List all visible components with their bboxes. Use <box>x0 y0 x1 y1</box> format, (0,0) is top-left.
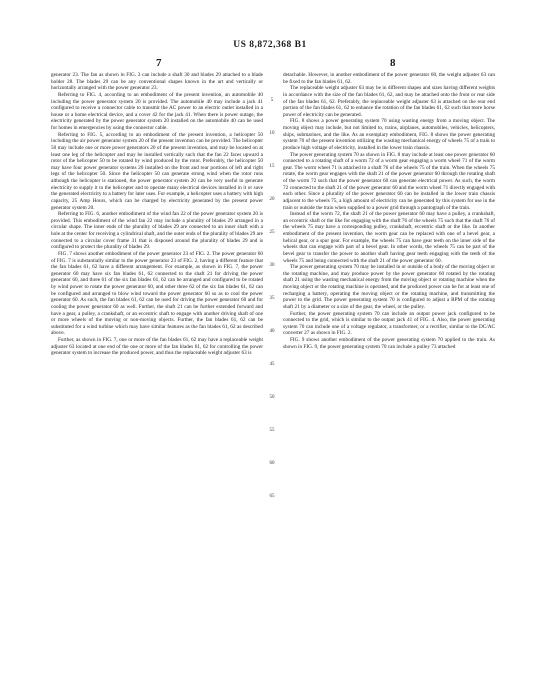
paragraph: detachable. However, in another embodiment of the power generator 60, the weight adjuster 63 can be fixed to the fan blades 61, 62. <box>283 72 495 85</box>
line-number: 25 <box>269 230 275 235</box>
paragraph: The replaceable weight adjuster 63 may be in different shapes and sizes having different weights in accordance with the size of the fan blades 61, 62, and may be attached onto the front or rear side of the fan blades 61, 62. Preferably, the replaceable weight adjuster 63 is attached on the rear end portion of the fan blades 61, 62 to enhance the rotation of the fan blades 61, 62 such that more horse power of electricity can be generated. <box>283 85 495 118</box>
line-number: 50 <box>269 395 275 400</box>
line-number: 15 <box>269 164 275 169</box>
column-number-left: 7 <box>156 57 162 69</box>
paragraph: FIG. 8 shows a power generating system 70 using wasting energy from a moving object. The moving object may include, but not limited to, trains, airplanes, automobiles, vehicles, helicopters, ships, submarines, and the like. As an exemplary embodiment, FIG. 8 shows the power generating system 70 of the present invention utilizing the wasting mechanical energy of wheels 75 of a train to produce high voltage of electricity, installed in the lower train chassis. <box>283 118 495 151</box>
line-number: 30 <box>269 263 275 268</box>
left-column-text <box>51 72 263 690</box>
paragraph: Referring to FIG. 5, according to an embodiment of the present invention, a helicopter 50 including the air power generator system 20 of the present invention can be provided. The helicopter 50 may include one or more power generators 20 of the present invention, and may be located on at least one leg of the helicopter and may be installed vertically such that the fan 22 faces upward a rotor of the helicopter 50 to be rotated by wind produced by the rotor. Preferably, the helicopter 50 may have four power generator systems 20 installed on the front and rear portions of left and right legs of the helicopter 50. Since the helicopter 50 can generate strong wind when the rotor runs although the helicopter is stationed, the power generator system 20 can be very useful to generate electricity to supply it to the helicopter and to operate many electrical devices installed in it or save the generated electricity to a battery for later uses. For example, a helicopter uses a battery with high capacity, 25 Amp Hours, which can be charged by electricity generated by the present power generator system 20. <box>51 131 263 211</box>
line-number: 40 <box>269 329 275 334</box>
line-number: 60 <box>269 461 275 466</box>
paragraph: FIG. 7 shows another embodiment of the power generator 23 of FIG. 2. The power generator 60 of FIG. 7 is substantially similar to the power generator 23 of FIG. 2, having a different feature that the fan blades 61, 62 have a different arrangement. For example, as shown in FIG. 7, the power generator 60 may have six fan blades 61, 62 connected to the shaft 21 for driving the power generator 60, and three 61 of the six fan blades 61, 62 can be arranged and configured to be rotated by wind power to rotate the power generator 60, and other three 62 of the six fan blades 61, 62 can be configured and arranged to blow wind toward the power generator 60 so as to cool the power generator 60. As such, the fan blades 61, 62 can be used for driving the power generator 60 and for cooling the power generator 60 as well. Further, the shaft 21 can be further extended forward and have a gear, a pulley, a crankshaft, or an eccentric shaft to engage with another driving shaft of one or more wheels of the moving or non-moving objects. Further, the fan blades 61, 62 can be substituted for a wind turbine which may have similar features as the fan blades 61, 62 as described above. <box>51 250 263 337</box>
line-number: 35 <box>269 296 275 301</box>
paragraph: The power generating system 70 may be installed in or outside of a body of the moving object or the rotating machine, and may produce power by the power generator 60 rotated by the rotating shaft 21 using the wasting mechanical energy from the moving object or rotating machine when the moving object or the rotating machine is operated, and the produced power can be for at least one of recharging a battery, operating the moving object or the rotating machine, and transmitting the power to the grid. The power generating system 70 is configured to adjust a RPM of the rotating shaft 21 by a diameter or a size of the gear, the wheel, or the pulley. <box>283 264 495 310</box>
paragraph: FIG. 9 shows another embodiment of the power generating system 70 applied to the train. As shown in FIG. 9, the power generating system 70 can include a pulley 73 attached <box>283 337 495 350</box>
patent-number-header: US 8,872,368 B1 <box>233 40 307 50</box>
line-number: 55 <box>269 428 275 433</box>
line-number: 5 <box>270 98 274 103</box>
line-number: 65 <box>269 494 275 499</box>
line-number-gutter <box>265 72 279 690</box>
column-number-right: 8 <box>390 57 396 69</box>
paragraph: Referring to FIG. 6, another embodiment of the wind fan 22 of the power generator system 20 is provided. This embodiment of the wind fan 22 may include a plurality of blades 29 arranged in a circular shape. The inner ends of the plurality of blades 29 are connected to an inner shaft with a hole at the center for receiving a cylindrical shaft, and the outer ends of the plurality of blades 29 are connected to a circular cover frame 31 that is disposed around the plurality of blades 29 and is configured to protect the plurality of blades 29. <box>51 211 263 251</box>
line-number: 45 <box>269 362 275 367</box>
paragraph: Further, as shown in FIG. 7, one or more of the fan blades 61, 62 may have a replaceable weight adjuster 63 located at one end of the one or more of the fan blades 61, 62 for controlling the power generator system to increase the produced power, and thus the replaceable weight adjuster 63 is <box>51 337 263 357</box>
paragraph: The power generating system 70 as shown in FIG. 8 may include at least one power generator 60 connected to a rotating shaft of a worm 72 of a worm gear engaging a worm wheel 71 of the worm gear. The worm wheel 71 is attached to a shaft 76 of the wheels 75 of the train. When the wheels 75 rotate, the worm gear engages with the shaft 21 of the power generator 60 through the rotating shaft of the worm 72 such that the power generator 60 can generate electrical power. As such, the worm 72 connected to the shaft 21 of the power generator 60 and the worm wheel 71 directly engaged with each other. Since a plurality of the power generator 60 can be installed in the lower train chassis adjacent to the wheels 75, a high amount of electricity can be generated by this system for use in the train or outside the train when supplied to a power grid through a pantograph of the train. <box>283 151 495 211</box>
paragraph: Referring to FIG. 4, according to an embodiment of the present invention, an automobile 40 including the power generator system 20 is provided. The automobile 40 may include a jack 41 configured to receive a connector cable to transmit the AC power to an electric outlet installed in a house or a home electrical device, and a cover 42 for the jack 41. When there is power outage, the electricity generated by the power generator system 20 installed on the automobile 40 can be used for homes in emergencies by using the connector cable. <box>51 91 263 131</box>
paragraph: generator 23. The fan as shown in FIG. 3 can include a shaft 30 and blades 29 attached to a blade holder 28. The blades 29 can be any conventional shapes known in the art and vertically or horizontally arranged with the power generator 23. <box>51 72 263 92</box>
line-number: 10 <box>269 131 275 136</box>
paragraph: Further, the power generating system 70 can include an output power jack configured to be connected to the grid, which is similar to the output jack 41 of FIG. 4. Also, the power generating system 70 can include one of a voltage regulator, a transformer, or a rectifier, similar to the DC/AC converter 27 as shown in FIG. 2. <box>283 310 495 337</box>
line-number: 20 <box>269 197 275 202</box>
paragraph: Instead of the worm 72, the shaft 21 of the power generator 60 may have a pulley, a crankshaft, an eccentric shaft or the like for engaging with the shaft 76 of the wheels 75 such that the shaft 76 of the wheels 75 may have a corresponding pulley, crankshaft, eccentric shaft or the like. In another embodiment of the present invention, the worm gear can be replaced with one of a bevel gear, a helical gear, or a spur gear. For example, the wheels 75 can have gear teeth on the inner side of the wheels that can engage with part of a bevel gear. In other words, the wheels 75 can be part of the bevel gear to transfer the power to another shaft having gear teeth engaging with the teeth of the wheels 75 and being connected with the shaft 21 of the power generator 60. <box>283 211 495 264</box>
right-column-text <box>283 72 495 690</box>
